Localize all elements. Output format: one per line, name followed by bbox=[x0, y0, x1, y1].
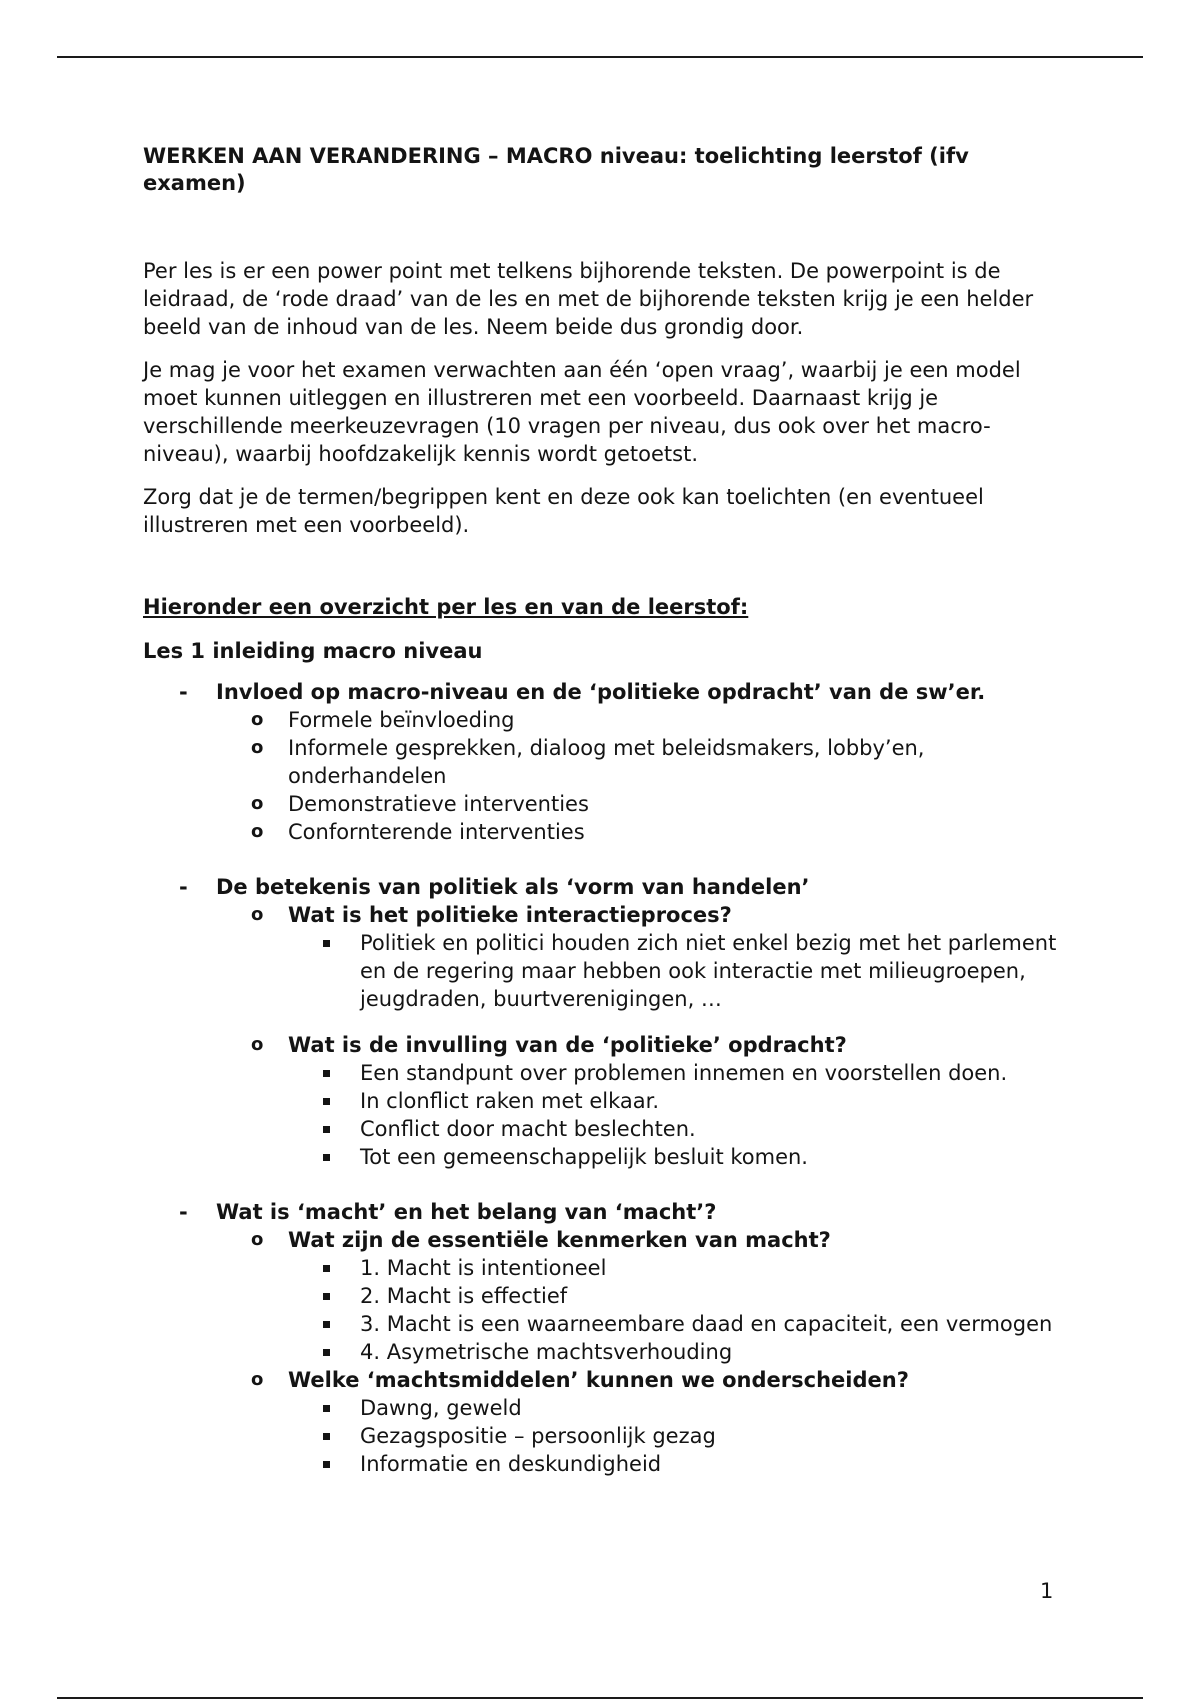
paragraph: Per les is er een power point met telkens bijhorende teksten. De powerpoint is de leidraad, de ‘rode draad’ van de les en met de bijhorende teksten krijg je een helder beeld van de inhoud van de les. Neem beide dus grondig door. bbox=[143, 259, 1034, 339]
square-bullet-icon bbox=[323, 1070, 330, 1077]
detail-list bbox=[288, 1394, 1073, 1478]
dash-bullet: - bbox=[179, 1200, 188, 1224]
detail-item: 3. Macht is een waarneembare daad en capaciteit, een vermogen bbox=[288, 1310, 1073, 1338]
detail-list bbox=[288, 1254, 1073, 1366]
subtopic-list bbox=[216, 1226, 1073, 1478]
detail-item: Tot een gemeenschappelijk besluit komen. bbox=[288, 1143, 1073, 1171]
subtopic-item bbox=[216, 1226, 1073, 1366]
square-bullet-icon bbox=[323, 1461, 330, 1468]
square-bullet-icon bbox=[323, 1154, 330, 1161]
square-bullet-icon bbox=[323, 1265, 330, 1272]
detail-item: Een standpunt over problemen innemen en voorstellen doen. bbox=[288, 1059, 1073, 1087]
dash-bullet: - bbox=[179, 680, 188, 704]
circle-bullet-icon: o bbox=[251, 904, 264, 925]
paragraph: Zorg dat je de termen/begrippen kent en deze ook kan toelichten (en eventueel illustreren met een voorbeeld). bbox=[143, 485, 984, 537]
subtopic-item: o Formele beïnvloeding bbox=[251, 708, 515, 732]
detail-list bbox=[288, 929, 1073, 1013]
lesson-heading: Les 1 inleiding macro niveau bbox=[143, 639, 483, 663]
detail-item: Politiek en politici houden zich niet enkel bezig met het parlement en de regering maar hebben ook interactie met milieugroepen, jeugdraden, buurtverenigingen, … bbox=[288, 929, 1073, 1013]
subtopic-item bbox=[216, 1031, 1073, 1171]
subtopic-item: o Informele gesprekken, dialoog met beleidsmakers, lobby’en, onderhandelen bbox=[251, 736, 925, 788]
header-rule bbox=[57, 56, 1143, 58]
topic-item bbox=[143, 874, 1073, 1171]
square-bullet-icon bbox=[323, 1098, 330, 1105]
square-bullet-icon bbox=[323, 1349, 330, 1356]
subtopic-item: o Demonstratieve interventies bbox=[251, 792, 589, 816]
circle-bullet-icon: o bbox=[251, 1229, 264, 1250]
topic-list bbox=[143, 679, 1073, 1478]
dash-bullet: - bbox=[179, 875, 188, 899]
square-bullet-icon bbox=[323, 1126, 330, 1133]
subtopic-item: o Confornterende interventies bbox=[251, 820, 585, 844]
page-number: 1 bbox=[1040, 1579, 1054, 1603]
subtopic-item bbox=[216, 901, 1073, 1013]
detail-item: Dawng, geweld bbox=[288, 1394, 1073, 1422]
detail-item: Informatie en deskundigheid bbox=[288, 1450, 1073, 1478]
topic-label: Invloed op macro-niveau en de ‘politieke opdracht’ van de sw’er. bbox=[216, 680, 986, 704]
topic-label: De betekenis van politiek als ‘vorm van handelen’ bbox=[216, 875, 810, 899]
subtopic-list bbox=[216, 901, 1073, 1171]
subtopic-label: Wat zijn de essentiële kenmerken van macht? bbox=[288, 1228, 831, 1252]
square-bullet-icon bbox=[323, 1293, 330, 1300]
square-bullet-icon bbox=[323, 940, 330, 947]
square-bullet-icon bbox=[323, 1321, 330, 1328]
subtopic-label: Wat is de invulling van de ‘politieke’ opdracht? bbox=[288, 1033, 847, 1057]
detail-item: Gezagspositie – persoonlijk gezag bbox=[288, 1422, 1073, 1450]
intro-paragraphs bbox=[143, 257, 1073, 539]
detail-item: Conflict door macht beslechten. bbox=[288, 1115, 1073, 1143]
circle-bullet-icon: o bbox=[251, 793, 264, 814]
subtopic-list bbox=[216, 706, 1073, 846]
document-body bbox=[143, 143, 1073, 1478]
subtopic-item bbox=[216, 1366, 1073, 1478]
circle-bullet-icon: o bbox=[251, 1034, 264, 1055]
detail-item: 4. Asymetrische machtsverhouding bbox=[288, 1338, 1073, 1366]
detail-list bbox=[288, 1059, 1073, 1171]
topic-item bbox=[143, 1199, 1073, 1478]
square-bullet-icon bbox=[323, 1433, 330, 1440]
detail-item: In clonflict raken met elkaar. bbox=[288, 1087, 1073, 1115]
topic-item bbox=[143, 679, 1073, 846]
circle-bullet-icon: o bbox=[251, 1369, 264, 1390]
subtopic-label: Welke ‘machtsmiddelen’ kunnen we onderscheiden? bbox=[288, 1368, 909, 1392]
overview-heading: Hieronder een overzicht per les en van de leerstof: bbox=[143, 595, 749, 619]
circle-bullet-icon: o bbox=[251, 821, 264, 842]
circle-bullet-icon: o bbox=[251, 709, 264, 730]
footer-rule bbox=[57, 1697, 1143, 1699]
document-title: WERKEN AAN VERANDERING – MACRO niveau: toelichting leerstof (ifv examen) bbox=[143, 144, 969, 195]
square-bullet-icon bbox=[323, 1405, 330, 1412]
detail-item: 1. Macht is intentioneel bbox=[288, 1254, 1073, 1282]
topic-label: Wat is ‘macht’ en het belang van ‘macht’? bbox=[216, 1200, 717, 1224]
paragraph: Je mag je voor het examen verwachten aan één ‘open vraag’, waarbij je een model moet kunnen uitleggen en illustreren met een voorbeeld. Daarnaast krijg je verschillende meerkeuzevragen (10 vragen per niveau, dus ook over het macro-niveau), waarbij hoofdzakelijk kennis wordt getoetst. bbox=[143, 358, 1021, 466]
subtopic-label: Wat is het politieke interactieproces? bbox=[288, 903, 732, 927]
circle-bullet-icon: o bbox=[251, 737, 264, 758]
detail-item: 2. Macht is effectief bbox=[288, 1282, 1073, 1310]
